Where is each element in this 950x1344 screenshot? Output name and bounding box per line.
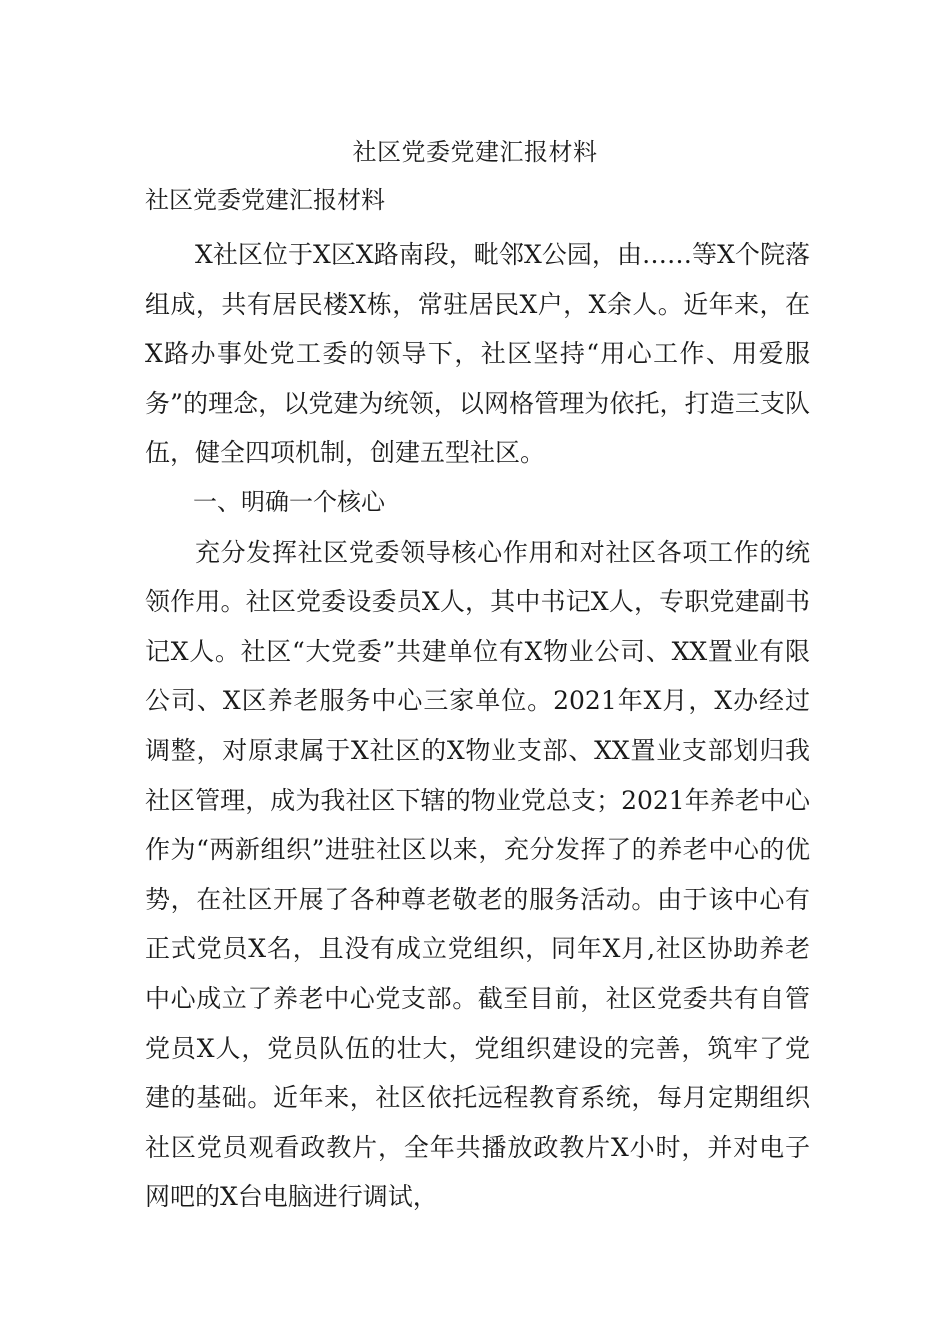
section-paragraph: 充分发挥社区党委领导核心作用和对社区各项工作的统领作用。社区党委设委员X人，其中书记X人，专职党建副书记X人。社区“大党委”共建单位有X物业公司、XX置业有限公司、X区养老服务中心三家单位。2021年X月，X办经过调整，对原隶属于X社区的X物业支部、XX置业支部划归我社区管理，成为我社区下辖的物业党总支；2021年养老中心作为“两新组织”进驻社区以来，充分发挥了的养老中心的优势，在社区开展了各种尊老敬老的服务活动。由于该中心有正式党员X名，且没有成立党组织，同年X月,社区协助养老中心成立了养老中心党支部。截至目前，社区党委共有自管党员X人，党员队伍的壮大，党组织建设的完善，筑牢了党建的基础。近年来，社区依托远程教育系统，每月定期组织社区党员观看政教片，全年共播放政教片X小时，并对电子网吧的X台电脑进行调试，: [145, 537, 810, 1212]
document-subtitle: 社区党委党建汇报材料: [145, 186, 385, 214]
section-heading: 一、明确一个核心: [193, 487, 385, 516]
document-title: 社区党委党建汇报材料: [352, 138, 598, 166]
intro-paragraph: X社区位于X区X路南段，毗邻X公园，由……等X个院落组成，共有居民楼X栋，常驻居民X户，X余人。近年来，在X路办事处党工委的领导下，社区坚持“用心工作、用爱服务”的理念，以党建为统领，以网格管理为依托，打造三支队伍，健全四项机制，创建五型社区。: [145, 240, 810, 468]
document-body: [145, 230, 810, 1222]
